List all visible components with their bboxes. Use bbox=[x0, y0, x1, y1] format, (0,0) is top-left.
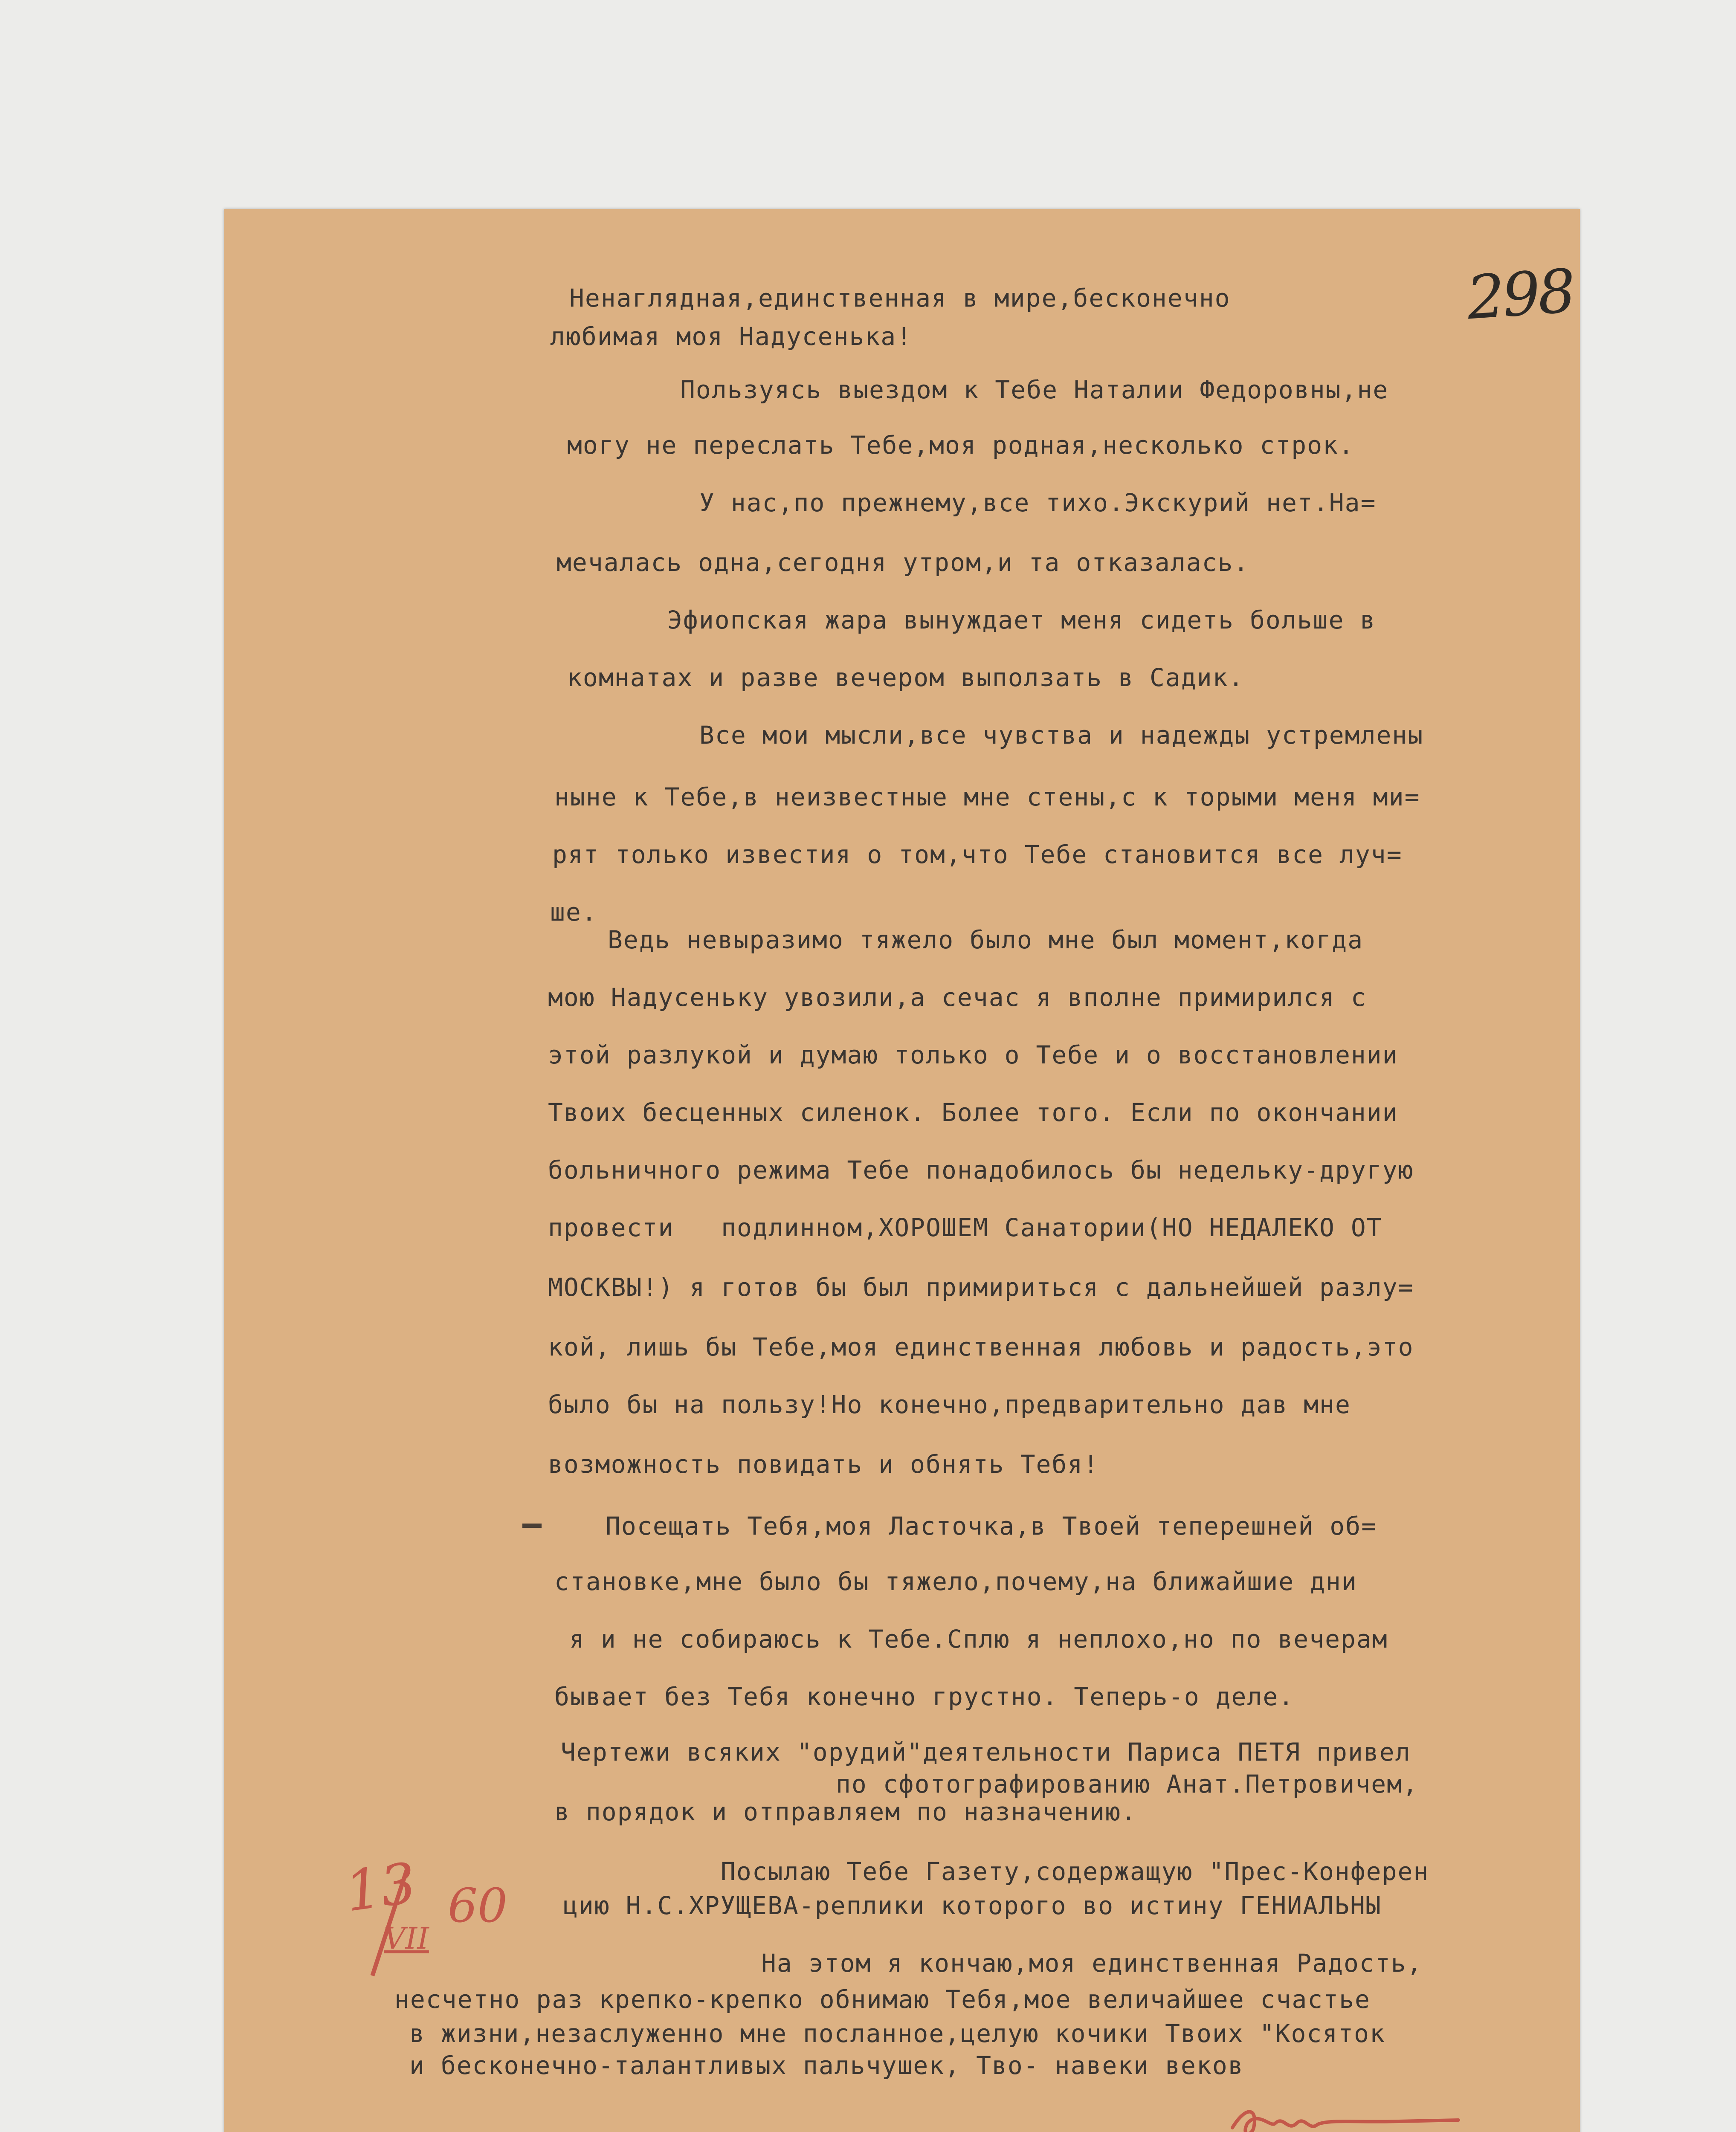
date-year: 60 bbox=[448, 1878, 507, 1933]
text-line: и бесконечно-талантливых пальчушек, Тво- навеки веков bbox=[409, 2051, 1244, 2080]
text-line: МОСКВЫ!) я готов бы был примириться с дальнейшей разлу= bbox=[548, 1273, 1414, 1302]
text-line: рят только известия о том,что Тебе становится все луч= bbox=[552, 840, 1403, 869]
text-line: Пользуясь выездом к Тебе Наталии Федоровны,не bbox=[680, 375, 1389, 404]
text-line: больничного режима Тебе понадобилось бы недельку-другую bbox=[548, 1156, 1414, 1185]
text-line: в жизни,незаслуженно мне посланное,целую кочики Твоих "Косяток bbox=[409, 2019, 1385, 2048]
text-line: я и не собираюсь к Тебе.Сплю я неплохо,но по вечерам bbox=[569, 1625, 1388, 1654]
text-line: Ведь невыразимо тяжело было мне был момент,когда bbox=[608, 925, 1364, 954]
text-line: несчетно раз крепко-крепко обнимаю Тебя,мое величайшее счастье bbox=[394, 1985, 1371, 2014]
text-line: На этом я кончаю,моя единственная Радость, bbox=[761, 1949, 1423, 1978]
text-line: кой, лишь бы Тебе,моя единственная любовь и радость,это bbox=[548, 1332, 1414, 1361]
text-line: Чертежи всяких "орудий"деятельности Париса ПЕТЯ привел bbox=[561, 1738, 1411, 1767]
text-line: У нас,по прежнему,все тихо.Экскурий нет.На= bbox=[699, 488, 1377, 517]
text-line: Все мои мысли,все чувства и надежды устремлены bbox=[699, 721, 1424, 750]
text-line: мою Надусеньку увозили,а сечас я вполне примирился с bbox=[548, 983, 1367, 1012]
handwritten-signature bbox=[1228, 2098, 1467, 2132]
text-line: Посылаю Тебе Газету,содержащую "Прес-Конферен bbox=[721, 1857, 1429, 1886]
text-line: цию Н.С.ХРУЩЕВА-реплики которого во истину ГЕНИАЛЬНЫ bbox=[563, 1891, 1382, 1920]
text-line: по сфотографированию Анат.Петровичем, bbox=[836, 1770, 1419, 1799]
date-month: VII bbox=[384, 1921, 429, 1956]
text-line: этой разлукой и думаю только о Тебе и о восстановлении bbox=[548, 1040, 1398, 1069]
text-line: возможность повидать и обнять Тебя! bbox=[548, 1450, 1099, 1479]
text-line: комнатах и разве вечером выползать в Садик. bbox=[567, 663, 1244, 692]
text-line: в порядок и отправляем по назначению. bbox=[554, 1797, 1137, 1826]
text-line: становке,мне было бы тяжело,почему,на ближайшие дни bbox=[554, 1567, 1357, 1596]
text-line: мечалась одна,сегодня утром,и та отказалась. bbox=[556, 548, 1249, 577]
text-line: Посещать Тебя,моя Ласточка,в Твоей теперешней об= bbox=[606, 1512, 1377, 1541]
text-line: ныне к Тебе,в неизвестные мне стены,с к торыми меня ми= bbox=[554, 782, 1420, 811]
folio-number: 298 bbox=[1464, 256, 1576, 333]
date-day: 13 bbox=[341, 1850, 420, 1924]
text-line: бывает без Тебя конечно грустно. Теперь-о деле. bbox=[554, 1682, 1295, 1711]
handwritten-date-note bbox=[337, 1846, 533, 1987]
text-line: было бы на пользу!Но конечно,предварительно дав мне bbox=[548, 1390, 1351, 1419]
text-line: любимая моя Надусенька! bbox=[550, 322, 913, 351]
text-line: ше. bbox=[550, 898, 597, 927]
text-line: Ненаглядная,единственная в мире,бесконечно bbox=[569, 284, 1231, 313]
text-line: Эфиопская жара вынуждает меня сидеть больше в bbox=[667, 605, 1376, 634]
margin-dash bbox=[522, 1524, 542, 1528]
text-line: провести подлинном,ХОРОШЕМ Санатории(НО НЕДАЛЕКО ОТ bbox=[548, 1213, 1382, 1242]
text-line: могу не переслать Тебе,моя родная,несколько строк. bbox=[567, 431, 1354, 460]
text-line: Твоих бесценных силенок. Более того. Если по окончании bbox=[548, 1098, 1398, 1127]
